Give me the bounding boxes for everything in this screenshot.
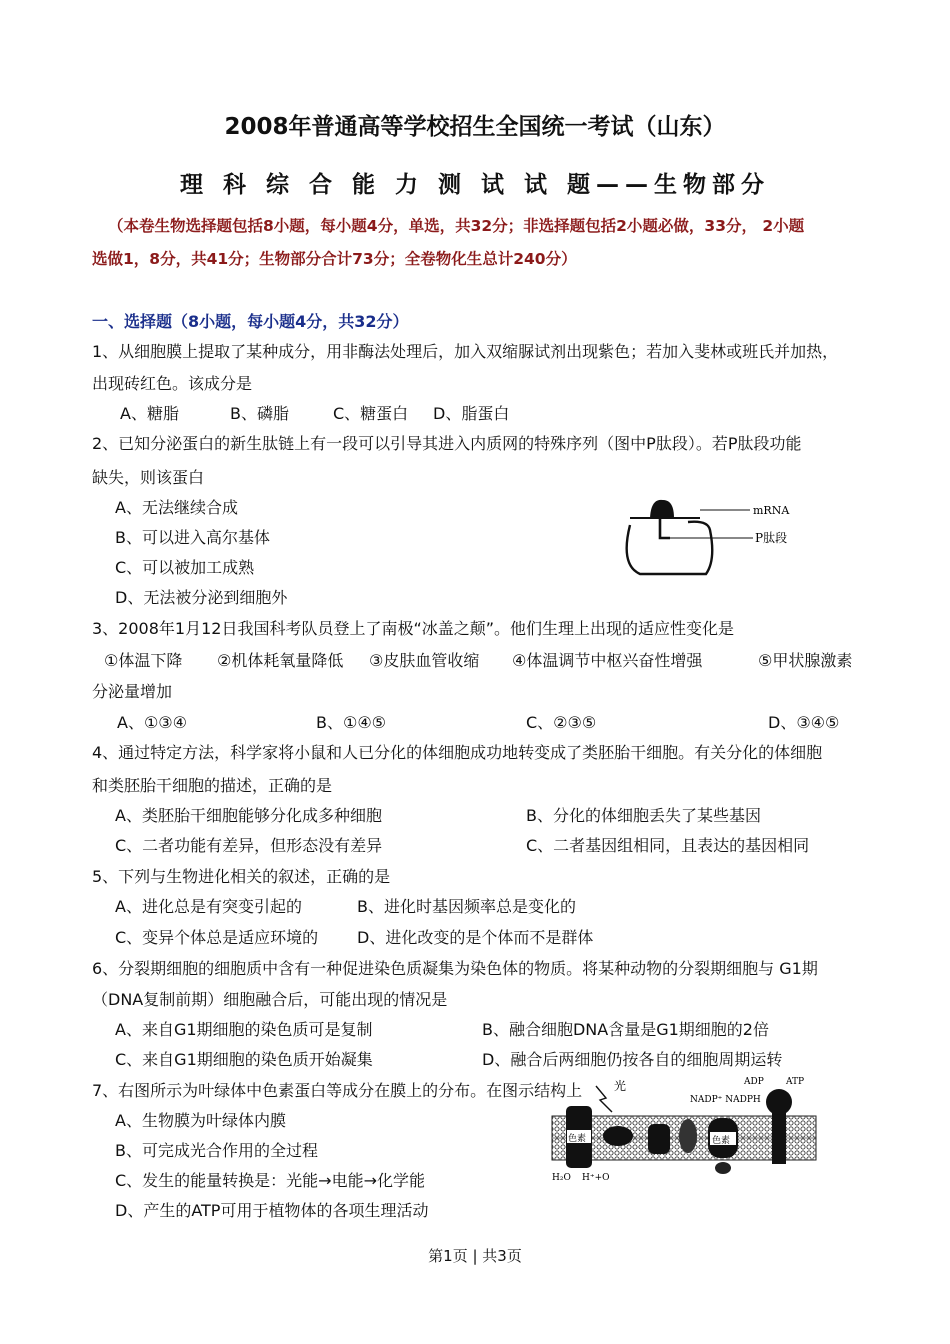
pigment-1-label: 色素 xyxy=(568,1134,587,1144)
ribosome-icon xyxy=(650,500,674,518)
q1-option-c: C、糖蛋白 xyxy=(333,404,409,423)
electron-carrier-2 xyxy=(679,1119,697,1153)
question-2-stem: 2、已知分泌蛋白的新生肽链上有一段可以引导其进入内质网的特殊序列（图中P肽段）。若P肽段功能 xyxy=(92,434,802,453)
page-subtitle: 理 科 综 合 能 力 测 试 试 题——生物部分 xyxy=(179,172,771,198)
question-4-stem-cont: 和类胚胎干细胞的描述，正确的是 xyxy=(92,776,333,795)
ribosome-diagram xyxy=(618,490,808,590)
question-1-stem-cont: 出现砖红色。该成分是 xyxy=(92,374,253,393)
question-6-stem-cont: （DNA复制前期）细胞融合后，可能出现的情况是 xyxy=(92,990,448,1009)
q3-item-3: ③皮肤血管收缩 xyxy=(369,651,480,670)
q3-item-1: ①体温下降 xyxy=(104,651,183,670)
thylakoid-membrane-diagram xyxy=(548,1072,820,1186)
q7-option-d: D、产生的ATP可用于植物体的各项生理活动 xyxy=(115,1201,429,1220)
question-3-stem: 3、2008年1月12日我国科考队员登上了南极“冰盖之颠”。他们生理上出现的适应性变化是 xyxy=(92,619,735,638)
atp-label: ATP xyxy=(786,1077,805,1087)
er-membrane-outline xyxy=(627,522,713,574)
q1-option-d: D、脂蛋白 xyxy=(433,404,510,423)
question-1-stem: 1、从细胞膜上提取了某种成分，用非酶法处理后，加入双缩脲试剂出现紫色；若加入斐林或班氏并加热， xyxy=(92,342,839,361)
question-6-stem: 6、分裂期细胞的细胞质中含有一种促进染色质凝集为染色体的物质。将某种动物的分裂期细胞与 G1期 xyxy=(92,959,818,978)
question-5-stem: 5、下列与生物进化相关的叙述，正确的是 xyxy=(92,867,391,886)
q3-option-c: C、②③⑤ xyxy=(526,713,597,732)
q7-option-b: B、可完成光合作用的全过程 xyxy=(115,1141,318,1160)
mrna-label: mRNA xyxy=(753,504,790,517)
q7-option-a: A、生物膜为叶绿体内膜 xyxy=(115,1111,286,1130)
page-footer: 第1页 | 共3页 xyxy=(428,1247,522,1265)
q3-item-2: ②机体耗氧量降低 xyxy=(217,651,344,670)
question-3-stem-cont: 分泌量增加 xyxy=(92,682,173,701)
h2o-label: H₂O xyxy=(552,1173,571,1183)
q6-option-d: D、融合后两细胞仍按各自的细胞周期运转 xyxy=(482,1050,783,1069)
q5-option-c: C、变异个体总是适应环境的 xyxy=(115,928,319,947)
page-title: 2008年普通高等学校招生全国统一考试（山东） xyxy=(224,114,726,140)
q3-item-4: ④体温调节中枢兴奋性增强 xyxy=(512,651,703,670)
question-2-stem-cont: 缺失，则该蛋白 xyxy=(92,468,205,487)
q4-option-b: B、分化的体细胞丢失了某些基因 xyxy=(526,806,761,825)
exam-note-line1: （本卷生物选择题包括8小题，每小题4分，单选，共32分；非选择题包括2小题必做，33分， 2小题 xyxy=(108,217,805,235)
q2-option-a: A、无法继续合成 xyxy=(115,498,238,517)
q4-option-c: C、二者功能有差异，但形态没有差异 xyxy=(115,836,383,855)
exam-note-line2: 选做1，8分，共41分；生物部分合计73分；全卷物化生总计240分） xyxy=(92,250,577,268)
stromal-subunit xyxy=(715,1162,731,1174)
hplus-label: H⁺+O xyxy=(582,1173,610,1183)
q2-option-c: C、可以被加工成熟 xyxy=(115,558,255,577)
atp-synthase-stalk xyxy=(772,1112,786,1164)
q7-option-c: C、发生的能量转换是：光能→电能→化学能 xyxy=(115,1171,425,1190)
q3-option-d: D、③④⑤ xyxy=(768,713,840,732)
q2-option-d: D、无法被分泌到细胞外 xyxy=(115,588,288,607)
q3-option-b: B、①④⑤ xyxy=(316,713,387,732)
q6-option-b: B、融合细胞DNA含量是G1期细胞的2倍 xyxy=(482,1020,769,1039)
p-peptide-chain xyxy=(660,518,670,538)
pigment-2-label: 色素 xyxy=(712,1136,731,1146)
electron-carrier-1 xyxy=(603,1126,633,1146)
q1-option-b: B、磷脂 xyxy=(230,404,289,423)
q6-option-c: C、来自G1期细胞的染色质开始凝集 xyxy=(115,1050,373,1069)
q1-option-a: A、糖脂 xyxy=(120,404,179,423)
q3-option-a: A、①③④ xyxy=(117,713,187,732)
light-label: 光 xyxy=(614,1079,627,1093)
section-heading: 一、选择题（8小题，每小题4分，共32分） xyxy=(92,312,409,331)
q6-option-a: A、来自G1期细胞的染色质可是复制 xyxy=(115,1020,373,1039)
q2-option-b: B、可以进入高尔基体 xyxy=(115,528,270,547)
q4-option-a: A、类胚胎干细胞能够分化成多种细胞 xyxy=(115,806,382,825)
question-4-stem: 4、通过特定方法，科学家将小鼠和人已分化的体细胞成功地转变成了类胚胎干细胞。有关分化的体细胞 xyxy=(92,743,823,762)
adp-label: ADP xyxy=(744,1077,764,1087)
nadp-label: NADP⁺ NADPH xyxy=(690,1095,761,1105)
p-peptide-label: P肽段 xyxy=(755,531,788,545)
q4-option-d: C、二者基因组相同，且表达的基因相同 xyxy=(526,836,810,855)
atp-synthase-head xyxy=(766,1089,792,1115)
q5-option-b: B、进化时基因频率总是变化的 xyxy=(357,897,576,916)
q3-item-5: ⑤甲状腺激素 xyxy=(758,651,853,670)
q5-option-d: D、进化改变的是个体而不是群体 xyxy=(357,928,594,947)
q5-option-a: A、进化总是有突变引起的 xyxy=(115,897,302,916)
question-7-stem: 7、右图所示为叶绿体中色素蛋白等成分在膜上的分布。在图示结构上 xyxy=(92,1081,583,1100)
cytochrome-complex xyxy=(648,1124,670,1154)
light-arrow-icon xyxy=(596,1086,612,1112)
